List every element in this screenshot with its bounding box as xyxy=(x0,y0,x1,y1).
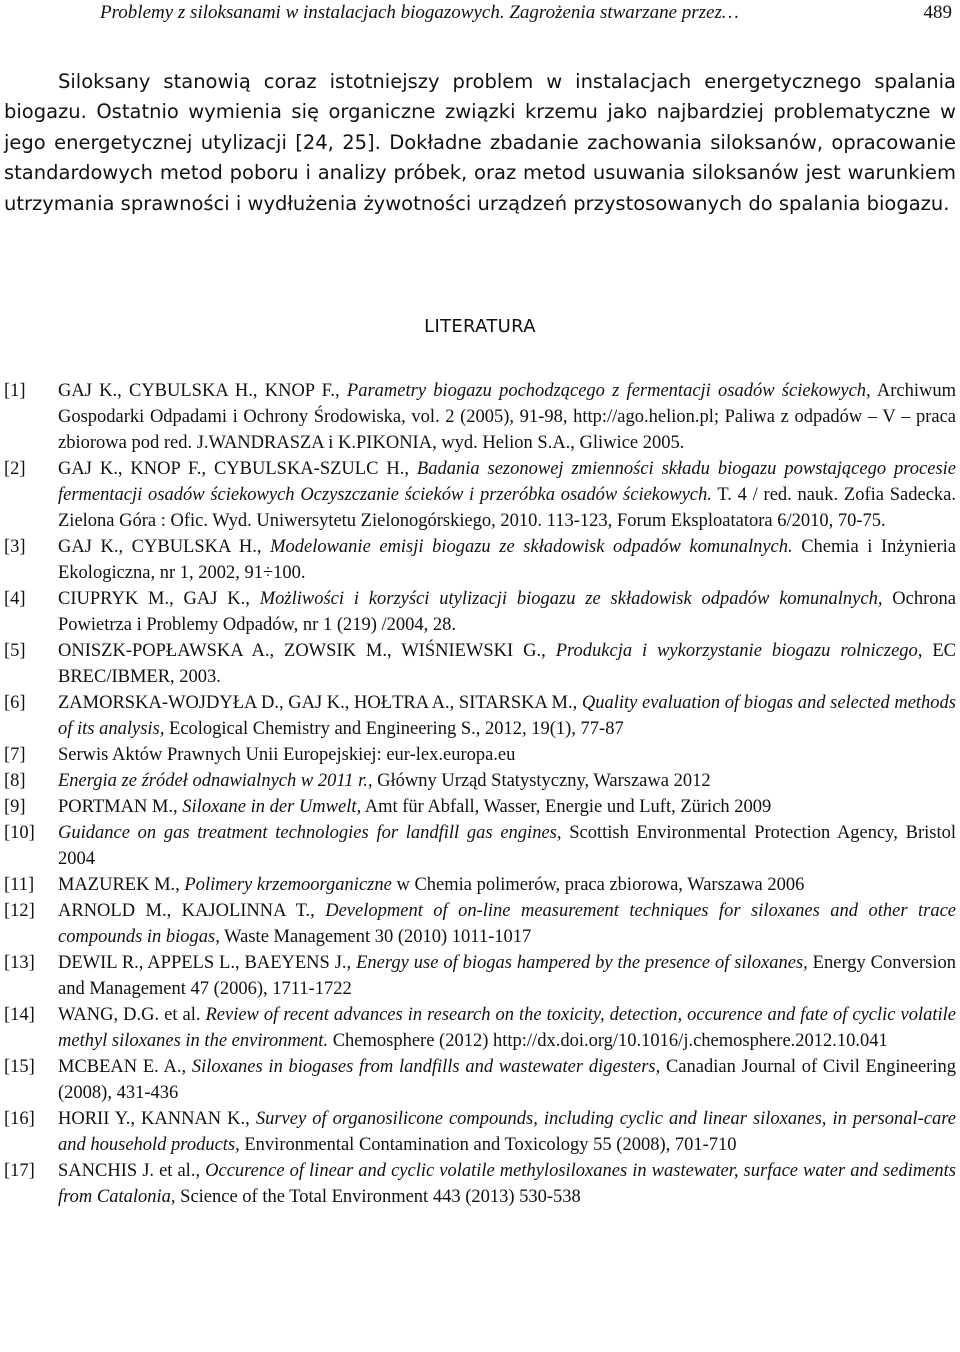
reference-item xyxy=(4,638,956,690)
reference-authors: SANCHIS J. et al., xyxy=(58,1161,206,1181)
reference-number: [1] xyxy=(4,381,26,401)
reference-authors: Serwis Aktów Prawnych Unii Europejskiej: eur-lex.europa.eu xyxy=(58,745,516,765)
reference-source: Energy Conversion and Management 47 (2006), 1711-1722 xyxy=(58,953,956,999)
reference-number: [4] xyxy=(4,589,26,609)
reference-authors: PORTMAN M., xyxy=(58,797,183,817)
reference-source: T. 4 / red. nauk. Zofia Sadecka. Zielona Góra : Ofic. Wyd. Uniwersytetu Zielonogórskiego, 2010. 113-123, Forum Eksploatatora 6/2010, 70-75. xyxy=(58,485,956,531)
reference-number: [3] xyxy=(4,537,26,557)
reference-title: Review of recent advances in research on the toxicity, detection, occurence and fate of cyclic volatile methyl siloxanes in the environment. xyxy=(58,1005,956,1051)
reference-number: [11] xyxy=(4,875,35,895)
reference-title: Parametry biogazu pochodzącego z fermentacji osadów ściekowych, xyxy=(346,381,871,401)
reference-authors: GAJ K., CYBULSKA H., KNOP F., xyxy=(58,381,347,401)
reference-source: Chemosphere (2012) http://dx.doi.org/10.1016/j.chemosphere.2012.10.041 xyxy=(328,1031,888,1051)
reference-title: Modelowanie emisji biogazu ze składowisk odpadów komunalnych. xyxy=(270,537,793,557)
reference-title: Energia ze źródeł odnawialnych w 2011 r., xyxy=(58,771,373,791)
reference-number: [8] xyxy=(4,771,26,791)
reference-item xyxy=(4,820,956,872)
literature-heading: LITERATURA xyxy=(424,316,536,337)
reference-number: [10] xyxy=(4,823,35,843)
reference-number: [17] xyxy=(4,1161,35,1181)
reference-number: [5] xyxy=(4,641,26,661)
reference-item xyxy=(4,1158,956,1210)
reference-authors: MCBEAN E. A., xyxy=(58,1057,192,1077)
reference-number: [9] xyxy=(4,797,26,817)
reference-item xyxy=(4,768,956,794)
reference-source: Waste Management 30 (2010) 1011-1017 xyxy=(219,927,532,947)
reference-authors: HORII Y., KANNAN K., xyxy=(58,1109,256,1129)
page-number: 489 xyxy=(923,2,952,23)
reference-title: Guidance on gas treatment technologies for landfill gas engines, xyxy=(58,823,562,843)
reference-title: Energy use of biogas hampered by the presence of siloxanes, xyxy=(356,953,808,973)
reference-source: w Chemia polimerów, praca zbiorowa, Warszawa 2006 xyxy=(391,875,805,895)
reference-item xyxy=(4,872,956,898)
reference-list xyxy=(4,378,956,1210)
running-title: Problemy z siloksanami w instalacjach biogazowych. Zagrożenia stwarzane przez… xyxy=(100,2,739,23)
reference-item xyxy=(4,950,956,1002)
reference-item xyxy=(4,1002,956,1054)
reference-source: Scottish Environmental Protection Agency, Bristol 2004 xyxy=(58,823,956,869)
reference-title: Quality evaluation of biogas and selected methods of its analysis, xyxy=(58,693,957,739)
reference-title: Możliwości i korzyści utylizacji biogazu ze składowisk odpadów komunalnych, xyxy=(259,589,883,609)
reference-authors: ONISZK-POPŁAWSKA A., ZOWSIK M., WIŚNIEWSKI G., xyxy=(58,641,556,661)
reference-item xyxy=(4,1054,956,1106)
reference-authors: MAZUREK M., xyxy=(58,875,185,895)
reference-source: Ochrona Powietrza i Problemy Odpadów, nr 1 (219) /2004, 28. xyxy=(58,589,956,635)
reference-source: Environmental Contamination and Toxicology 55 (2008), 701-710 xyxy=(239,1135,737,1155)
reference-number: [15] xyxy=(4,1057,35,1077)
reference-source: Science of the Total Environment 443 (2013) 530-538 xyxy=(175,1187,581,1207)
reference-title: Siloxane in der Umwelt, xyxy=(182,797,362,817)
reference-source: EC BREC/IBMER, 2003. xyxy=(58,641,957,687)
reference-source: Ecological Chemistry and Engineering S., 2012, 19(1), 77-87 xyxy=(164,719,624,739)
reference-item xyxy=(4,456,956,534)
reference-number: [12] xyxy=(4,901,35,921)
reference-item xyxy=(4,534,956,586)
reference-item xyxy=(4,586,956,638)
reference-item xyxy=(4,1106,956,1158)
reference-title: Siloxanes in biogases from landfills and wastewater digesters, xyxy=(191,1057,661,1077)
reference-number: [13] xyxy=(4,953,35,973)
reference-authors: ARNOLD M., KAJOLINNA T., xyxy=(58,901,326,921)
reference-title: Occurence of linear and cyclic volatile methylosiloxanes in wastewater, surface water and sediments from Catalonia, xyxy=(58,1161,956,1207)
reference-title: Polimery krzemoorganiczne xyxy=(184,875,392,895)
reference-item xyxy=(4,898,956,950)
reference-authors: CIUPRYK M., GAJ K., xyxy=(58,589,260,609)
reference-authors: ZAMORSKA-WOJDYŁA D., GAJ K., HOŁTRA A., SITARSKA M., xyxy=(58,693,582,713)
reference-source: Główny Urząd Statystyczny, Warszawa 2012 xyxy=(372,771,711,791)
reference-title: Badania sezonowej zmienności składu biogazu powstającego procesie fermentacji osadów ściekowych Oczyszczanie ścieków i przeróbka osadów ściekowych. xyxy=(58,459,956,505)
reference-title: Survey of organosilicone compounds, including cyclic and linear siloxanes, in personal-care and household products, xyxy=(58,1109,956,1155)
reference-title: Development of on-line measurement techniques for siloxanes and other trace compounds in biogas, xyxy=(58,901,956,947)
reference-item xyxy=(4,690,956,742)
reference-authors: DEWIL R., APPELS L., BAEYENS J., xyxy=(58,953,357,973)
reference-number: [16] xyxy=(4,1109,35,1129)
reference-number: [14] xyxy=(4,1005,35,1025)
body-paragraph: Siloksany stanowią coraz istotniejszy problem w instalacjach energetycznego spalania biogazu. Ostatnio wymienia się organiczne związki krzemu jako najbardziej problematyczne w jego energetycznej utylizacji [24, 25]. Dokładne zbadanie zachowania siloksanów, opracowanie standardowych metod poboru i analizy próbek, oraz metod usuwania siloksanów jest warunkiem utrzymania sprawności i wydłużenia żywotności urządzeń przystosowanych do spalania biogazu. xyxy=(4,70,956,215)
reference-number: [2] xyxy=(4,459,26,479)
reference-source: Archiwum Gospodarki Odpadami i Ochrony Środowiska, vol. 2 (2005), 91-98, http://ago.helion.pl; Paliwa z odpadów – V – praca zbiorowa pod red. J.WANDRASZA i K.PIKONIA, wyd. Helion S.A., Gliwice 2005. xyxy=(58,381,956,453)
reference-authors: WANG, D.G. et al. xyxy=(58,1005,206,1025)
reference-number: [6] xyxy=(4,693,26,713)
reference-authors: GAJ K., CYBULSKA H., xyxy=(58,537,271,557)
reference-title: Produkcja i wykorzystanie biogazu rolniczego, xyxy=(555,641,923,661)
reference-authors: GAJ K., KNOP F., CYBULSKA-SZULC H., xyxy=(58,459,417,479)
reference-source: Canadian Journal of Civil Engineering (2008), 431-436 xyxy=(58,1057,956,1103)
reference-source: Chemia i Inżynieria Ekologiczna, nr 1, 2002, 91÷100. xyxy=(58,537,956,583)
reference-source: Amt für Abfall, Wasser, Energie und Luft, Zürich 2009 xyxy=(361,797,772,817)
reference-item xyxy=(4,742,956,768)
reference-item xyxy=(4,378,956,456)
reference-item xyxy=(4,794,956,820)
reference-number: [7] xyxy=(4,745,26,765)
